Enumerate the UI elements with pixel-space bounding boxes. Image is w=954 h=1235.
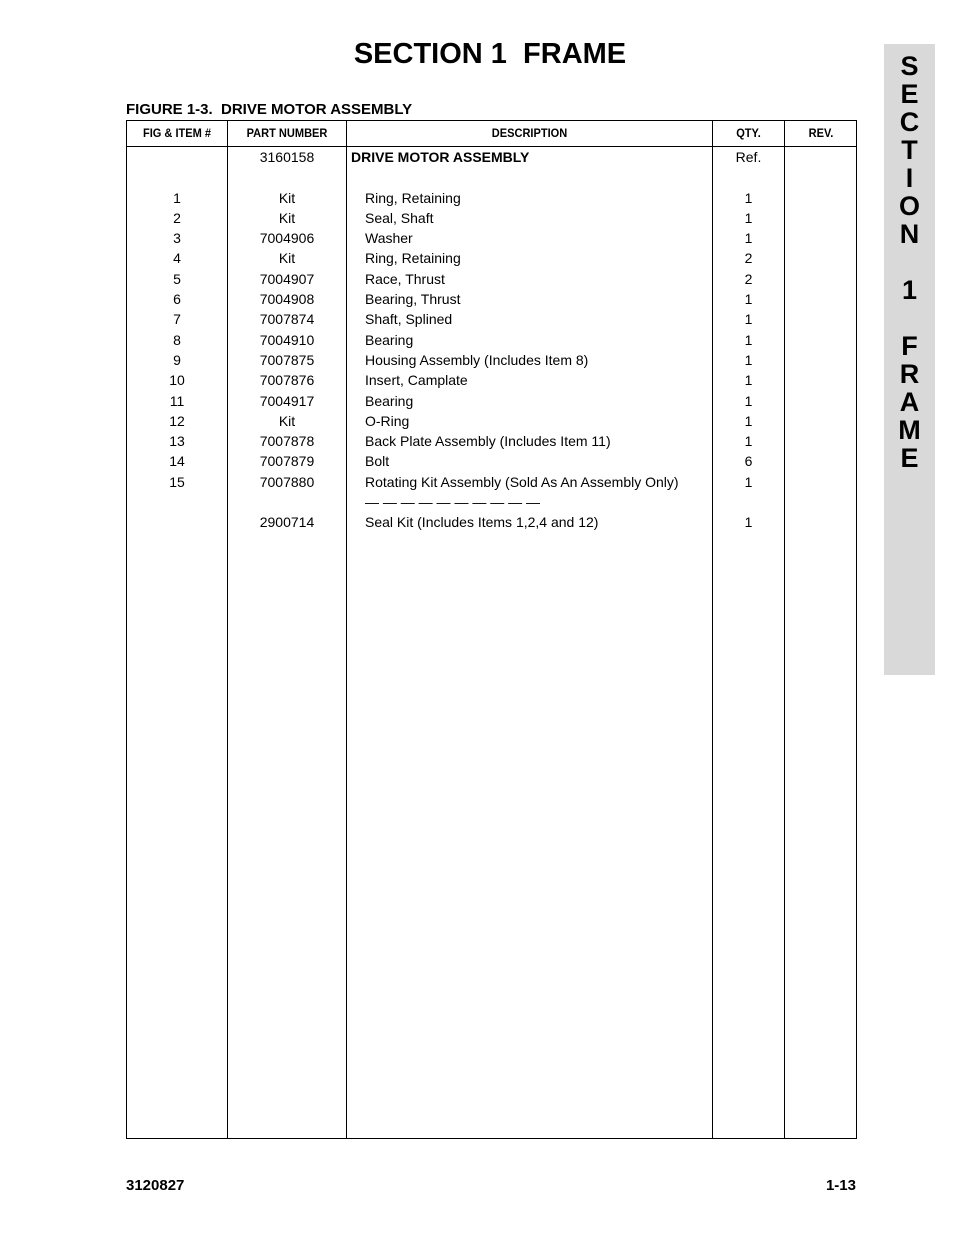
description-cell: Washer (365, 230, 413, 247)
header-rev: REV. (808, 126, 834, 140)
table-body (127, 147, 856, 533)
side-tab-letter: I (905, 163, 914, 193)
part-number-cell: 7007879 (259, 453, 315, 470)
description-cell: Bearing (365, 331, 414, 348)
part-number-cell: 7007876 (259, 372, 315, 389)
table-row (127, 167, 856, 187)
side-tab-letter: T (901, 135, 918, 165)
side-tab-letters (884, 52, 935, 472)
item-cell: 10 (169, 372, 185, 389)
qty-cell: 1 (744, 230, 753, 247)
header-description: DESCRIPTION (491, 126, 568, 140)
table-row (127, 411, 856, 431)
item-cell: 6 (173, 291, 181, 308)
qty-cell: 6 (744, 453, 753, 470)
side-tab-letter: S (900, 51, 919, 81)
qty-cell: 1 (744, 209, 753, 226)
side-tab-letter (884, 304, 935, 332)
side-tab-letter: O (898, 191, 920, 221)
description-cell: O-Ring (365, 412, 410, 429)
table-row (127, 228, 856, 248)
qty-cell: 1 (744, 473, 753, 490)
description-cell: Ring, Retaining (365, 250, 461, 267)
table-row (127, 269, 856, 289)
description-cell: DRIVE MOTOR ASSEMBLY (351, 149, 530, 165)
part-number-cell: Kit (278, 250, 296, 267)
part-number-cell: 2900714 (259, 514, 315, 531)
section-side-tab (884, 44, 935, 675)
header-item: FIG & ITEM # (142, 126, 212, 140)
table-row (127, 208, 856, 228)
description-cell: Bolt (365, 453, 390, 470)
description-cell: — — — — — — — — — — (365, 494, 541, 511)
part-number-cell: 7004910 (259, 331, 315, 348)
qty-cell: 2 (744, 250, 753, 267)
table-row (127, 431, 856, 451)
item-cell: 2 (173, 209, 181, 226)
description-cell: Insert, Camplate (365, 372, 468, 389)
part-number-cell: 7007874 (259, 311, 315, 328)
description-cell: Ring, Retaining (365, 189, 461, 206)
qty-cell: 1 (744, 412, 753, 429)
side-tab-letter (884, 248, 935, 276)
item-cell: 5 (173, 270, 181, 287)
description-cell: Back Plate Assembly (Includes Item 11) (365, 433, 611, 450)
description-cell: Seal Kit (Includes Items 1,2,4 and 12) (365, 514, 599, 531)
qty-cell: 1 (744, 351, 753, 368)
qty-cell: 1 (744, 372, 753, 389)
description-cell: Rotating Kit Assembly (Sold As An Assembly Only) (365, 473, 679, 490)
side-tab-letter: M (898, 415, 921, 445)
qty-cell: 2 (744, 270, 753, 287)
qty-cell: 1 (744, 189, 753, 206)
header-qty: QTY. (736, 126, 761, 140)
table-row (127, 350, 856, 370)
description-cell: Housing Assembly (Includes Item 8) (365, 351, 589, 368)
description-cell: Race, Thrust (365, 270, 445, 287)
description-cell: Shaft, Splined (365, 311, 453, 328)
header-part-number: PART NUMBER (246, 126, 328, 140)
side-tab-letter: C (899, 107, 920, 137)
item-cell: 11 (169, 392, 185, 409)
item-cell: 9 (173, 351, 181, 368)
part-number-cell: 7004917 (259, 392, 315, 409)
table-row (127, 289, 856, 309)
table-row (127, 370, 856, 390)
side-tab-letter: F (901, 331, 918, 361)
figure-title: FIGURE 1-3. DRIVE MOTOR ASSEMBLY (126, 101, 413, 118)
part-number-cell: 7007878 (259, 433, 315, 450)
side-tab-letter: A (899, 387, 920, 417)
qty-cell: Ref. (735, 149, 762, 165)
item-cell: 14 (169, 453, 185, 470)
table-row (127, 309, 856, 329)
part-number-cell: 3160158 (259, 149, 315, 165)
item-cell: 3 (173, 230, 181, 247)
item-cell: 7 (173, 311, 181, 328)
qty-cell: 1 (744, 433, 753, 450)
table-row (127, 492, 856, 512)
item-cell: 4 (173, 250, 181, 267)
table-row (127, 472, 856, 492)
part-number-cell: Kit (278, 189, 296, 206)
part-number-cell: Kit (278, 209, 296, 226)
document-number: 3120827 (126, 1177, 185, 1194)
section-title: SECTION 1 FRAME (353, 38, 627, 70)
table-row (127, 248, 856, 268)
item-cell: 12 (169, 412, 185, 429)
page-number: 1-13 (825, 1177, 856, 1194)
part-number-cell: 7007880 (259, 473, 315, 490)
side-tab-letter: R (899, 359, 920, 389)
table-row (127, 330, 856, 350)
part-number-cell: 7007875 (259, 351, 315, 368)
table-row (127, 391, 856, 411)
item-cell: 13 (169, 433, 185, 450)
description-cell: Bearing, Thrust (365, 291, 461, 308)
item-cell: 15 (169, 473, 185, 490)
part-number-cell: 7004906 (259, 230, 315, 247)
part-number-cell: 7004908 (259, 291, 315, 308)
table-row (127, 188, 856, 208)
part-number-cell: 7004907 (259, 270, 315, 287)
side-tab-letter: 1 (901, 275, 918, 305)
item-cell: 1 (173, 189, 181, 206)
table-row (127, 451, 856, 471)
description-cell: Bearing (365, 392, 414, 409)
qty-cell: 1 (744, 311, 753, 328)
qty-cell: 1 (744, 392, 753, 409)
qty-cell: 1 (744, 514, 753, 531)
table-row (127, 147, 856, 167)
side-tab-letter: E (900, 443, 919, 473)
part-number-cell: Kit (278, 412, 296, 429)
description-cell: Seal, Shaft (365, 209, 434, 226)
table-row (127, 512, 856, 532)
qty-cell: 1 (744, 331, 753, 348)
side-tab-letter: E (900, 79, 919, 109)
parts-table (126, 120, 857, 1139)
qty-cell: 1 (744, 291, 753, 308)
item-cell: 8 (173, 331, 181, 348)
side-tab-letter: N (899, 219, 920, 249)
